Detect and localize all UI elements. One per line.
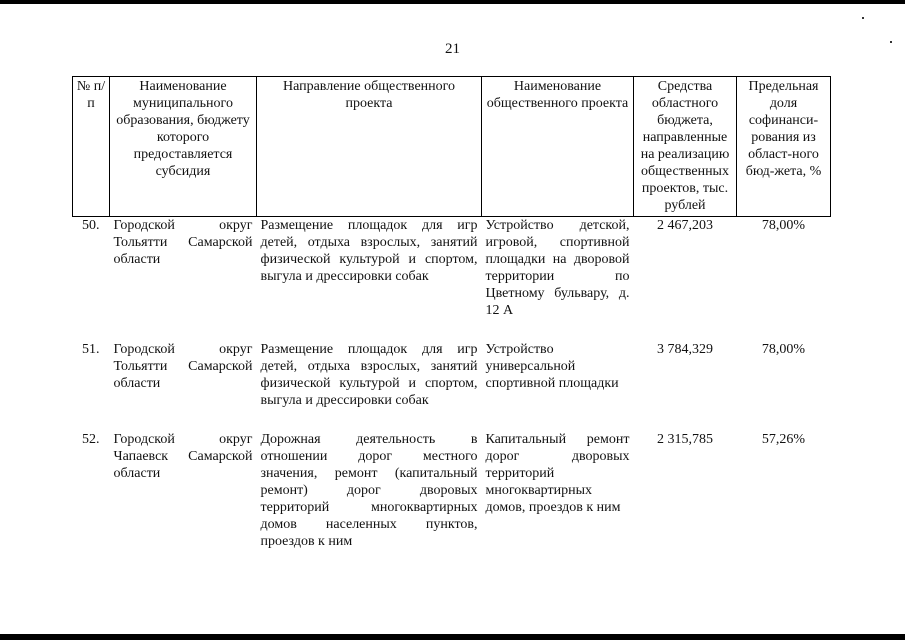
header-direction: Направление общественного проекта [257, 77, 482, 217]
row-funds: 3 784,329 [657, 342, 713, 357]
header-num: № п/п [73, 77, 110, 217]
row-municipality: Городской округ Тольятти Самарской области [113, 342, 253, 391]
row-num: 50. [82, 218, 100, 233]
table-row [73, 217, 831, 320]
table-row [73, 431, 831, 550]
scan-bottom-edge [0, 634, 905, 640]
row-direction: Размещение площадок для игр детей, отдыха взрослых, занятий физической культурой и спортом, выгула и дрессировки собак [260, 342, 478, 408]
table-body [73, 217, 831, 551]
row-project: Капитальный ремонт дорог дворовых территорий многоквартирных домов, проездов к ним [485, 432, 630, 515]
row-municipality: Городской округ Тольятти Самарской области [113, 218, 253, 267]
row-share: 78,00% [761, 218, 806, 233]
table-row [73, 341, 831, 409]
row-project: Устройство универсальной спортивной площадки [485, 342, 619, 391]
row-funds: 2 467,203 [657, 218, 713, 233]
row-direction: Размещение площадок для игр детей, отдыха взрослых, занятий физической культурой и спортом, выгула и дрессировки собак [260, 218, 478, 284]
row-project: Устройство детской, игровой, спортивной площадки на дворовой территории по Цветному бульвару, д. 12 А [485, 218, 630, 318]
subsidy-table [72, 76, 831, 550]
header-municipality: Наименование муниципального образования, бюджету которого предоставляется субсидия [110, 77, 257, 217]
row-municipality: Городской округ Чапаевск Самарской области [113, 432, 253, 481]
row-num: 51. [82, 342, 100, 357]
row-spacer [73, 409, 831, 431]
row-spacer [73, 319, 831, 341]
scan-speck [862, 17, 864, 19]
scan-top-edge [0, 0, 905, 4]
table-header [73, 77, 831, 217]
row-share: 78,00% [761, 342, 806, 357]
header-funds: Средства областного бюджета, направленные на реализацию общественных проектов, тыс. рублей [634, 77, 737, 217]
row-num: 52. [82, 432, 100, 447]
row-funds: 2 315,785 [657, 432, 713, 447]
page-number: 21 [445, 41, 460, 57]
row-direction: Дорожная деятельность в отношении дорог местного значения, ремонт (капитальный ремонт) дорог дворовых территорий многоквартирных домов населенных пунктов, проездов к ним [260, 432, 478, 549]
header-project: Наименование общественного проекта [482, 77, 634, 217]
row-share: 57,26% [761, 432, 806, 447]
header-share: Предельная доля софинанси-рования из област-ного бюд-жета, % [737, 77, 831, 217]
